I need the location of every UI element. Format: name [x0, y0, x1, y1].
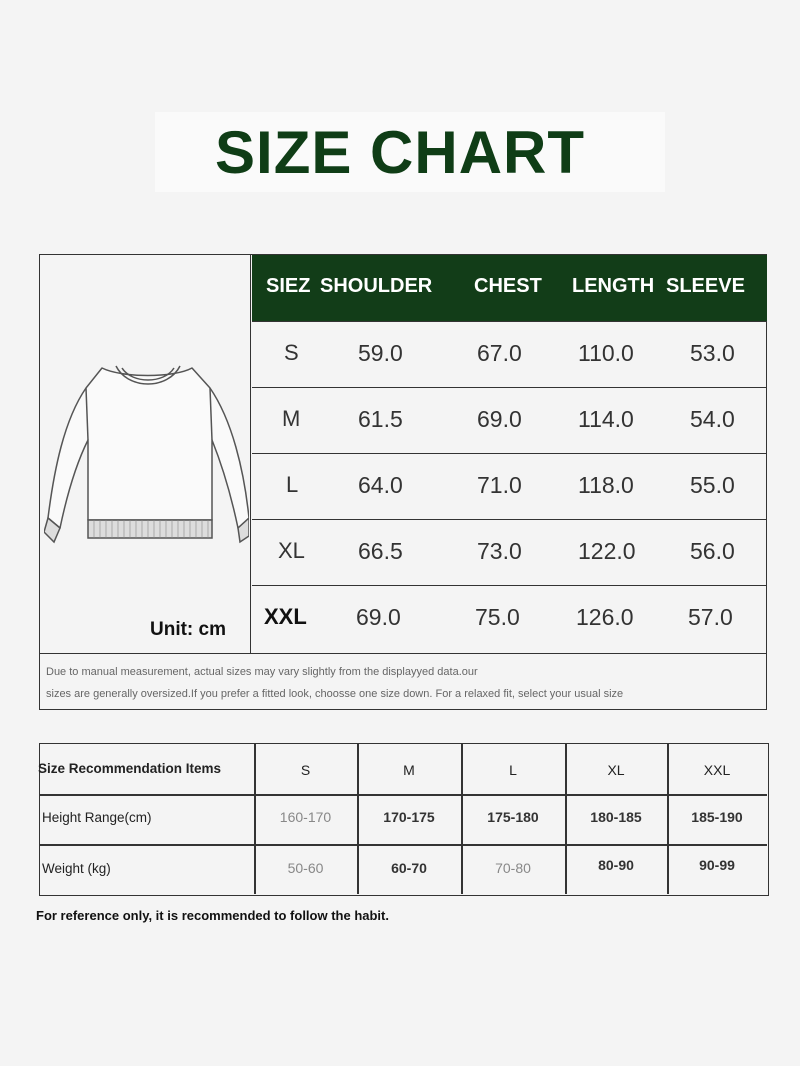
table-row: [252, 585, 767, 651]
sleeve-cell: 55.0: [690, 472, 735, 498]
header-sleeve: SLEEVE: [666, 275, 745, 297]
reference-note: For reference only, it is recommended to follow the habit.: [36, 908, 389, 923]
size-recommendation-table: [39, 743, 769, 896]
recommendation-header-label: Size Recommendation Items: [38, 761, 222, 776]
divider: [40, 844, 767, 846]
sweatshirt-illustration-icon: [44, 360, 249, 550]
size-cell: L: [286, 472, 299, 497]
size-table-header: [252, 255, 767, 321]
length-cell: 122.0: [578, 538, 636, 564]
note-line-1: Due to manual measurement, actual sizes may vary slightly from the displayyed data.our: [46, 666, 478, 678]
shoulder-cell: 66.5: [358, 538, 403, 564]
size-chart-table: [39, 254, 767, 710]
length-cell: 118.0: [578, 472, 634, 498]
sleeve-cell: 57.0: [688, 604, 733, 630]
shoulder-cell: 64.0: [358, 472, 403, 498]
unit-label: Unit: cm: [150, 619, 226, 640]
rec-size-s: S: [300, 762, 311, 778]
shoulder-cell: 61.5: [358, 406, 403, 432]
page-title: SIZE CHART: [215, 119, 585, 186]
height-l: 175-180: [487, 809, 539, 825]
chest-cell: 75.0: [475, 604, 520, 630]
size-cell: XXL: [264, 604, 307, 629]
weight-l: 70-80: [495, 860, 531, 876]
rec-size-xxl: XXL: [703, 762, 731, 778]
chest-cell: 73.0: [477, 538, 522, 564]
rec-size-l: L: [509, 762, 517, 778]
sleeve-cell: 54.0: [690, 406, 735, 432]
size-cell: M: [282, 406, 301, 431]
header-length: LENGTH: [572, 275, 655, 297]
chest-cell: 71.0: [477, 472, 522, 498]
height-s: 160-170: [279, 809, 332, 825]
table-row: [252, 321, 767, 387]
rec-size-m: M: [403, 762, 415, 778]
weight-m: 60-70: [391, 860, 427, 876]
weight-label: Weight (kg): [42, 861, 111, 876]
length-cell: 114.0: [578, 406, 634, 432]
chest-cell: 69.0: [477, 406, 522, 432]
header-shoulder: SHOULDER: [320, 275, 433, 297]
table-row: [252, 519, 767, 585]
weight-s: 50-60: [287, 860, 324, 876]
height-range-label: Height Range(cm): [42, 810, 152, 825]
sleeve-cell: 53.0: [690, 340, 735, 366]
chest-cell: 67.0: [477, 340, 522, 366]
table-row: [252, 453, 767, 519]
height-m: 170-175: [383, 809, 435, 825]
shoulder-cell: 59.0: [358, 340, 403, 366]
size-cell: XL: [278, 538, 305, 563]
shoulder-cell: 69.0: [356, 604, 401, 630]
table-row: [252, 387, 767, 453]
note-line-2: sizes are generally oversized.If you prefer a fitted look, choosse one size down. For a relaxed fit, select your usual size: [46, 688, 624, 700]
height-xl: 180-185: [590, 809, 642, 825]
sleeve-cell: 56.0: [690, 538, 735, 564]
measurement-note: [40, 653, 767, 710]
size-cell: S: [284, 340, 299, 365]
divider: [40, 794, 767, 796]
rec-size-xl: XL: [607, 762, 625, 778]
weight-xl: 80-90: [598, 857, 634, 873]
length-cell: 126.0: [576, 604, 634, 630]
height-xxl: 185-190: [691, 809, 743, 825]
garment-illustration-cell: [40, 255, 251, 653]
weight-xxl: 90-99: [699, 857, 735, 873]
header-size: SIEZ: [266, 275, 311, 297]
length-cell: 110.0: [578, 340, 634, 366]
header-chest: CHEST: [474, 275, 542, 297]
